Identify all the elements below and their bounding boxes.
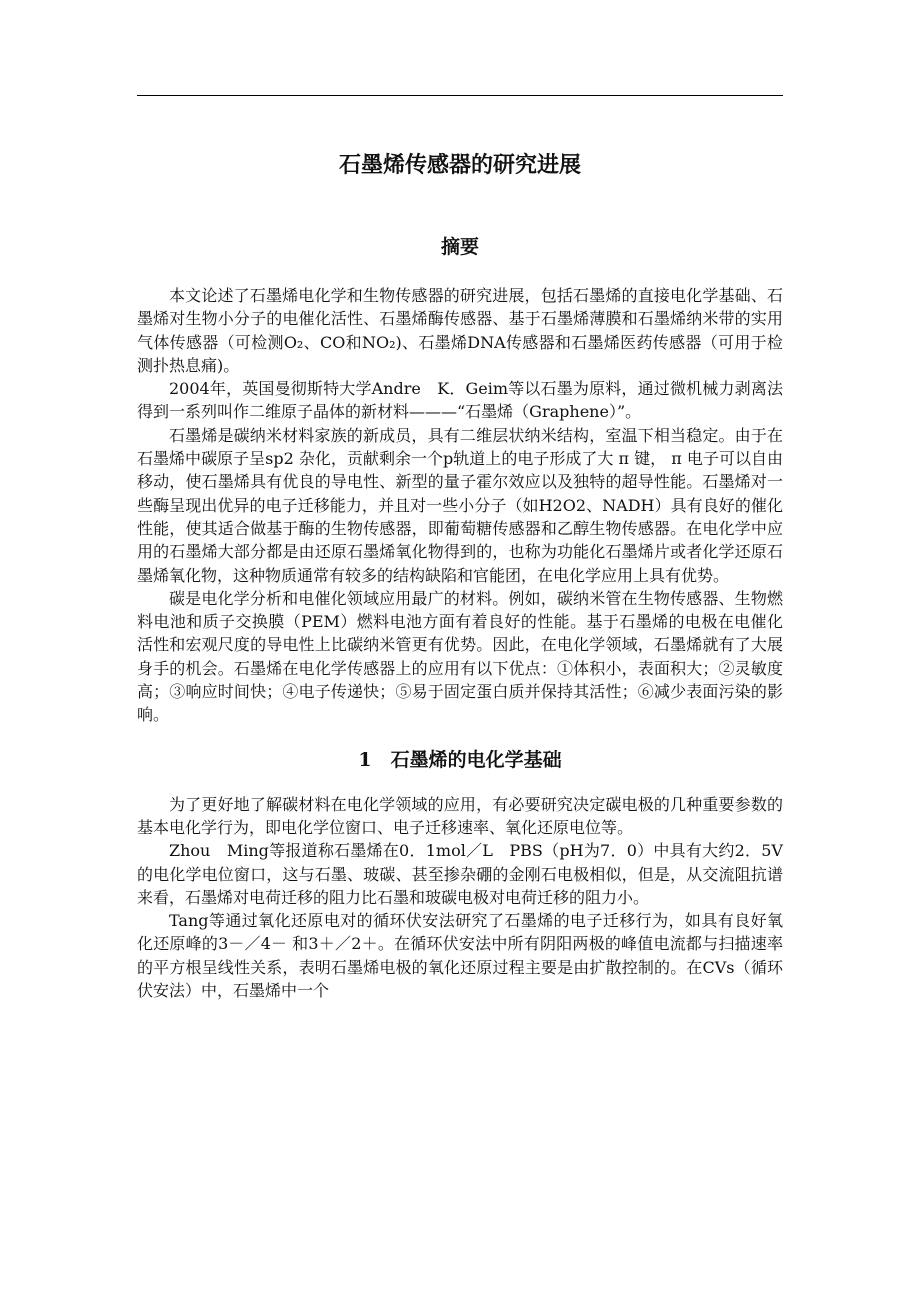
section-1 [137, 745, 783, 1003]
section-1-heading: 1 石墨烯的电化学基础 [358, 748, 562, 771]
abstract-heading: 摘要 [440, 236, 479, 258]
abstract-body [137, 284, 783, 727]
header-rule [137, 95, 783, 96]
document-page [137, 148, 783, 1002]
section-paragraph: Tang等通过氧化还原电对的循环伏安法研究了石墨烯的电子迁移行为，如具有良好氧化还原峰的3－／4－ 和3＋／2＋。在循环伏安法中所有阴阳两极的峰值电流都与扫描速率的平方根呈线性关系，表明石墨烯电极的氧化还原过程主要是由扩散控制的。在CVs（循环伏安法）中，石墨烯中一个 [137, 911, 783, 1001]
abstract-paragraph: 本文论述了石墨烯电化学和生物传感器的研究进展，包括石墨烯的直接电化学基础、石墨烯对生物小分子的电催化活性、石墨烯酶传感器、基于石墨烯薄膜和石墨烯纳米带的实用气体传感器（可检测O₂、CO和NO₂)、石墨烯DNA传感器和石墨烯医药传感器（可用于检测扑热息痛)。 [137, 286, 783, 375]
abstract-paragraph: 碳是电化学分析和电催化领域应用最广的材料。例如，碳纳米管在生物传感器、生物燃料电池和质子交换膜（PEM）燃料电池方面有着良好的性能。基于石墨烯的电极在电催化活性和宏观尺度的导电性上比碳纳米管更有优势。因此，在电化学领域，石墨烯就有了大展身手的机会。石墨烯在电化学传感器上的应用有以下优点：①体积小，表面积大；②灵敏度高；③响应时间快；④电子传递快；⑤易于固定蛋白质并保持其活性；⑥减少表面污染的影响。 [137, 588, 783, 725]
section-paragraph: Zhou Ming等报道称石墨烯在0．1mol／L PBS（pH为7．0）中具有大约2．5V 的电化学电位窗口，这与石墨、玻碳、甚至掺杂硼的金刚石电极相似，但是，从交流阻抗谱来看，石墨烯对电荷迁移的阻力比石墨和玻碳电极对电荷迁移的阻力小。 [137, 841, 783, 907]
abstract-paragraph: 2004年，英国曼彻斯特大学Andre K．Geim等以石墨为原料，通过微机械力剥离法得到一系列叫作二维原子晶体的新材料———“石墨烯（Graphene）”。 [137, 379, 783, 422]
document-title: 石墨烯传感器的研究进展 [338, 152, 581, 178]
abstract-paragraph: 石墨烯是碳纳米材料家族的新成员，具有二维层状纳米结构，室温下相当稳定。由于在石墨烯中碳原子呈sp2 杂化，贡献剩余一个p轨道上的电子形成了大 π 键， π 电子可以自由移动，使石墨烯具有优良的导电性、新型的量子霍尔效应以及独特的超导性能。石墨烯对一些酶呈现出优异的电子迁移能力，并且对一些小分子（如H2O2、NADH）具有良好的催化性能，使其适合做基于酶的生物传感器，即葡萄糖传感器和乙醇生物传感器。在电化学中应用的石墨烯大部分都是由还原石墨烯氧化物得到的，也称为功能化石墨烯片或者化学还原石墨烯氧化物，这种物质通常有较多的结构缺陷和官能团，在电化学应用上具有优势。 [137, 425, 783, 585]
section-paragraph: 为了更好地了解碳材料在电化学领域的应用，有必要研究决定碳电极的几种重要参数的基本电化学行为，即电化学位窗口、电子迁移速率、氧化还原电位等。 [137, 794, 783, 837]
